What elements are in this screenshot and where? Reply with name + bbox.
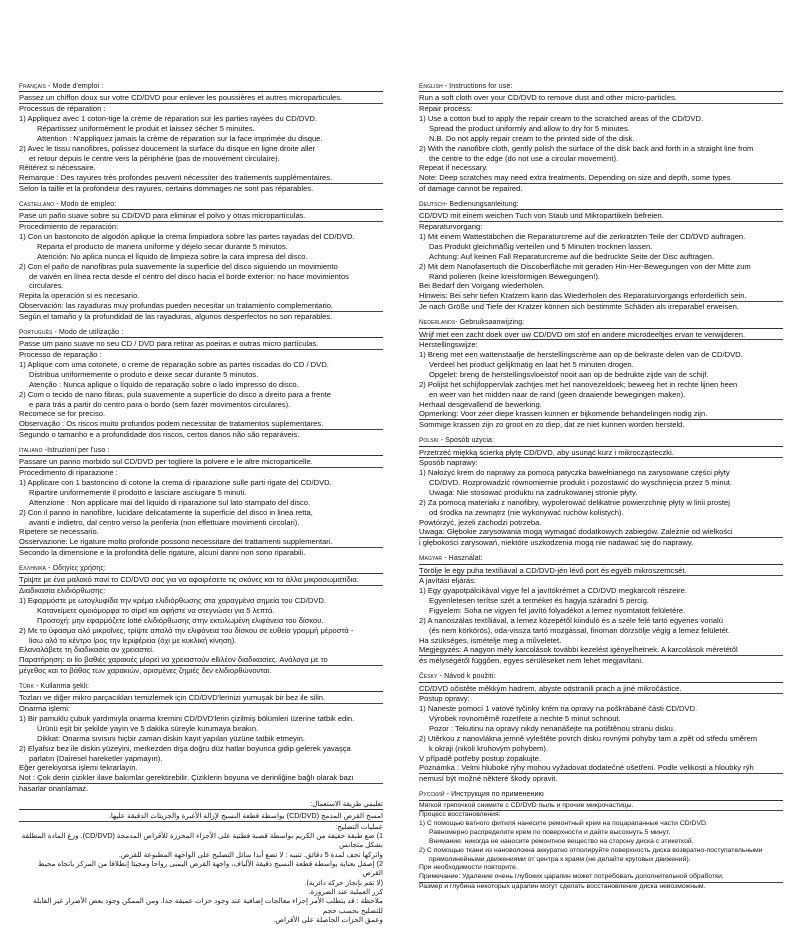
text-line: 2) Με το ύφασμα αλό μικροΐνες, τρίψτε απαλά την ελιφάνεια του δίσκου σε ευθεία γραμμή μέροστά - [19, 625, 354, 635]
language-label: Italiano [19, 446, 43, 454]
text-line: Примечание: Удаление очень глубоких царапин может потребовать дополнительной обработки. [419, 873, 783, 883]
text-line: Figyelem: Soha ne vigyen fel javító folyadékot a lemez nyomtatott felületére. [429, 606, 686, 615]
text-line: lίσω αλό το κέντρο lρος την lεριφέρεια (όχι με κυκλική κίνηση). [29, 635, 237, 645]
text-line: Uwaga: Nie stosować produktu na zadrukowanej stronie płyty. [429, 487, 638, 497]
text-line: (és nem körkörös), oda-vissza tartó mozgással, finoman dörzsölje végig a lemez felületét. [429, 625, 730, 635]
text-line: 2) Con il panno in nanofibre, lucidare delicatamente la superficie del disco in linea retta, [19, 507, 313, 517]
text-line: Reparaturvorgang: [419, 222, 483, 232]
language-label: Deutsch [419, 201, 445, 209]
section-title: تعليمي طريقة الاستعمال: [310, 801, 383, 809]
text-line: При необходимости повторите. [419, 864, 518, 872]
section-tr [19, 682, 383, 794]
section-de [419, 200, 783, 312]
text-line: Procedimento di riparazione : [19, 468, 118, 478]
text-line: 2) Elyafsız bez ile diskin yüzeyini, merkezden dışa doğru düz hatlar boyunca gidip gelerek yavaşça [19, 743, 351, 753]
text-line: 2) Avec le tissu nanofibres, polissez doucement la surface du disque en ligne droite aller [19, 143, 316, 153]
text-line: Opgelet: breng de herstellingsvloeistof nooit aan op de bedrukte zijde van de schijf. [429, 369, 709, 379]
section-title: - Modo de empleo: [54, 201, 117, 209]
text-line: Ελαναλάβετε τη διαδικασία αν χρειαστεί. [19, 645, 155, 655]
text-line: Verdeel het product gelijkmatig en laat het 5 minuten drogen. [429, 360, 634, 370]
text-line: Atención: No aplica nunca el líquido de limpieza sobre la cara impresa del disco. [37, 251, 308, 261]
section-heading [19, 328, 383, 338]
text-line: Törölje le egy puha textíliával a CD/DVD-jén lévő port és egyéb mikroszemcsét. [419, 566, 783, 577]
section-title: - Gebruiksaanwijzing: [455, 319, 525, 327]
text-line: Ha szükséges, ismételje meg a műveletet. [419, 635, 562, 645]
text-line: Remarque : Des rayures très profondes peuvent nécessiter des traitements supplémentaires. [19, 173, 383, 184]
text-line: Distribua uniformemente o produto e deixe secar durante 5 minutos. [29, 369, 259, 379]
section-nl [419, 318, 783, 430]
text-line: circulares. [29, 281, 64, 291]
text-line: hasarlar onarılamaz. [19, 784, 89, 794]
section-heading [19, 446, 383, 456]
text-line: عمليات التصليح: [335, 821, 383, 831]
text-line: Herhaal desgevallend de bewerking. [419, 399, 542, 409]
section-pt [19, 328, 383, 440]
text-line: 2) Polijst het schijfoppervlak zachtjes met het nanovezeldoek; beweeg het in rechte lijnen heen [419, 379, 738, 389]
text-line: CD/DVD mit einem weichen Tuch von Staub und Mikropartikeln befreien. [419, 211, 783, 222]
text-line: Ripetere se necessario. [19, 527, 99, 537]
text-line: واتركها تجف لمدة 5 دقائق. تنبيه : لا تضع أبدا سائل التصليح على الواجهة المطبوعة للقرص. [118, 849, 383, 859]
text-line: V případě potřeby postup zopakujte. [419, 753, 542, 763]
text-line: Note: Deep scratches may need extra treatments. Depending on size and depth, some types [419, 173, 783, 184]
language-label: Nederlands [419, 319, 456, 327]
text-line: Παρατήρηση: οι lίο βαθιές χαρακιές μlορεί να χρειαστούν ellιλέον διαδικασίες. Ανάλογα με το [19, 655, 383, 666]
text-line: 1) Applicare con 1 bastoncino di cotone la crema di riparazione sulle parti rigate del CD/DVD. [19, 478, 332, 488]
text-line: Processus de réparation : [19, 104, 106, 114]
text-line: Διαδικασία ελιδιόρθωσης: [19, 586, 106, 596]
text-line: Attention : N'appliquez jamais la crème de réparation sur la face imprimée du disque. [37, 133, 323, 143]
section-title: - Návod k použití: [437, 673, 496, 681]
section-heading [419, 672, 783, 682]
text-line: Segundo o tamanho e a profundidade dos riscos, certos danos não são reparáveis. [19, 430, 300, 440]
text-line: Мягкой тряпочкой снимите с CD/DVD пыль и прочие микрочастицы. [419, 802, 783, 812]
text-line: 1) Naneste pomocí 1 vatové tyčinky krém na opravy na poškrábané části CD/DVD. [419, 704, 698, 714]
text-line: Dikkat: Onarma sıvısını hiçbir zaman diskin kayıt yapılan yüzüne tatbik etmeyin. [37, 733, 306, 743]
section-heading [419, 82, 783, 92]
text-line: Sposób naprawy: [419, 458, 478, 468]
section-title: - Modo de utilização : [52, 328, 124, 336]
language-label: Türk [19, 683, 34, 691]
text-line: Passe um pano suave no seu CD / DVD para retirar as poeiras e outras micro partículas. [19, 339, 383, 350]
language-label: Polski [419, 437, 439, 445]
text-line: of damage cannot be repaired. [419, 184, 523, 194]
text-line: 2) Con el paño de nanofibras pula suavemente la superficie del disco siguiendo un movimiento [19, 261, 338, 271]
section-cs [419, 672, 783, 784]
text-line: Ürünü eşit bir şekilde yayın ve 5 dakika süreyle kurumaya bırakın. [37, 724, 259, 734]
section-title: - Kullanma şekli: [33, 683, 90, 691]
text-line: et retour depuis le centre vers la périphérie (pas de mouvement circulaire). [29, 153, 280, 163]
text-line: прямолинейными движениями от центра к краям (не делайте круговых движений). [429, 855, 691, 863]
text-line: امسح القرص المدمج (CD/DVD) بواسطة قطعة النسيج لإزالة الأغبرة والجزيئات الدقيقة عليها. [19, 811, 383, 821]
text-line: Repita la operación si es necesario. [19, 291, 140, 301]
text-line: CD/DVD. Rozprowadzić równomiernie produkt i pozostawić do wyschnięcia przez 5 minut. [429, 478, 733, 488]
text-line: Reparta el producto de manera uniforme y déjelo secar durante 5 minutos. [37, 242, 288, 252]
section-title: - Instructions for use: [442, 83, 513, 90]
text-line: 1) Breng met een wattenstaafje de herstellingscrème aan op de bekraste delen van de CD/DVD. [419, 350, 743, 360]
text-line: 1) Nałożyć krem do naprawy za pomocą patyczka bawełnianego na zarysowane części płyty [419, 468, 730, 478]
text-line: Onarma işlemi: [19, 704, 71, 714]
text-line: avanti e indietro, dal centro verso la periferia (non effettuare movimenti circolari). [29, 517, 300, 527]
section-title: - Sposób użycia: [438, 437, 495, 445]
section-heading [419, 436, 783, 446]
text-line: parlatın (Dairesel hareketler yapmayın). [29, 753, 163, 763]
section-title: - Инструкция по применению [444, 791, 544, 799]
section-heading [19, 564, 383, 574]
text-line: Megjegyzés: A nagyon mély karcolások további kezelést igényelhetnek. A karcolások méretétől [419, 645, 783, 656]
text-line: 1) Egy gyapotpálcikával vigye fel a javítókrémet a CD/DVD megkarcolt részeire. [419, 586, 687, 596]
language-label: Česky [419, 673, 438, 681]
language-label: Français [19, 83, 46, 90]
text-line: Rand polieren (keine kreisförmigen Bewegungen!). [429, 271, 600, 281]
text-line: 2) Utěrkou z nanovlákna jemně vyleštěte povrch disku rovnými pohyby tam a zpět od středu směrem [419, 733, 758, 743]
text-line: Not : Çok derin çizikler ilave bakımlar gerektirebilir. Çiziklerin boyuna ve derinliğine bağlı olarak bazı [19, 773, 383, 784]
text-line: CD/DVD očistěte měkkým hadrem, abyste odstranili prach a jiné mikročástice. [419, 684, 783, 695]
text-line: és mélységétől függően, egyes sérüléseket nem lehet megjavítani. [419, 656, 644, 666]
section-en [419, 82, 783, 194]
text-line: Observación: las rayaduras muy profundas pueden necesitar un tratamiento complementario. [19, 301, 383, 312]
text-line: 2) Com o tecido de nano fibras, pula suavemente a superfície do disco a direito para a frente [19, 389, 331, 399]
section-heading [19, 682, 383, 692]
section-heading [419, 554, 783, 564]
section-it [19, 446, 383, 558]
text-line: Κατανείμετε ομοιόμορφα το σίρεϊ και αφήστε να στεγνώσει για 5 λεπτά. [37, 606, 275, 615]
text-line: Внимание: никогда не наносите ремонтное вещество на сторону диска с этикеткой. [429, 837, 694, 845]
section-title: - Bedienungsanleitung: [444, 201, 519, 209]
section-heading [19, 82, 383, 92]
text-line: 1) С помощью ватного фитиля нанесите ремонтный крем на поцарапанные части CD/DVD. [419, 820, 708, 828]
section-hu [419, 554, 783, 666]
section-es [19, 200, 383, 322]
section-title: - Mode d'emploi : [46, 83, 104, 90]
text-line: Poznámka : Velmi hluboké rýhy mohou vyžadovat dodatečné ošetření. Podle velikosti a hloubky rýh [419, 763, 783, 774]
language-label: Magyar [419, 555, 443, 563]
text-line: وعمق الحزات الحاصلة على الأقراص. [273, 915, 383, 925]
text-line: Τρίψτε με ένα μαλακό πανί το CD/DVD σας για να αφαιρέσετε τις σκόνες και τα άλλα μικροσωματίδια. [19, 575, 383, 586]
text-line: Hinweis: Bei sehr tiefen Kratzern kann das Wiederholen des Reparaturvorgangs erforderlich sein. [419, 291, 783, 302]
text-line: 1) Use a cotton bud to apply the repair cream to the scratched areas of the CD/DVD. [419, 114, 704, 124]
text-line: nemusí být možné některé škody opravit. [419, 774, 558, 784]
section-ru [419, 790, 783, 892]
text-line: Passare un panno morbido sul CD/DVD per togliere la polvere e le altre microparticelle. [19, 457, 383, 468]
text-line: Observação : Os riscos muito profundos podem necessitar de tratamentos suplementares. [19, 419, 383, 430]
text-line: Recomece se for preciso. [19, 409, 106, 419]
text-line: 2) С помощью ткани из нановолокна аккуратно отполируйте поверхность диска возвратно-поступательными [419, 846, 763, 854]
text-line: Processo de reparação : [19, 350, 102, 360]
text-line: od środka na zewnątrz (nie wykonywać ruchów kolistych). [429, 507, 624, 517]
language-label: Ελληνικά [19, 564, 47, 572]
text-line: Uwaga: Głębokie zarysowania mogą wymagać dodatkowych zabiegów. Zależnie od wielkości [419, 527, 783, 538]
language-label: Português [19, 328, 53, 336]
text-line: Процесс восстановления: [419, 811, 501, 819]
section-heading [19, 800, 383, 810]
text-line: e para trás a partir do centro para o bordo (sem fazer movimentos circulares). [29, 399, 291, 409]
text-line: A javítási eljárás: [419, 576, 476, 586]
section-heading [419, 200, 783, 210]
text-line: Opmerking: Voor zeer diepe krassen kunnen er bijkomende behandelingen nodig zijn. [419, 409, 783, 420]
text-line: Ripartire uniformemente il prodotto e lasciare asciugare 5 minuti. [29, 487, 247, 497]
section-fr [19, 82, 383, 194]
text-line: Passez un chiffon doux sur votre CD/DVD pour enlever les poussières et autres microparticules. [19, 93, 383, 104]
text-line: Attenzione : Non applicare mai del liquido di riparazione sul lato stampato del disco. [29, 497, 311, 507]
text-line: N.B. Do not apply repair cream to the printed side of the disk. [429, 133, 635, 143]
text-line: i głębokości zarysowań, niektóre uszkodzenia mogą nie nadawać się do naprawy. [419, 538, 694, 548]
text-line: 1) Mit einem Wattestäbchen die Reparaturcreme auf die zerkratzten Teile der CD/DVD auftragen. [419, 232, 746, 242]
section-heading [419, 790, 783, 800]
text-line: Размер и глубина некоторых царапин могут сделать восстановление диска невозможным. [419, 883, 706, 891]
language-label: English [419, 83, 443, 90]
text-line: Výrobek rovnoměrně rozetřete a nechte 5 minut schnout. [429, 714, 621, 724]
text-line: en weer van het midden naar de rand (geen draaiende bewegingen maken). [429, 389, 686, 399]
text-line: 2) Za pomocą materiału z nanofibry, wypolerować delikatnie powierzchnię płyty w linii prostej [419, 497, 730, 507]
text-line: Pase un paño suave sobre su CD/DVD para eliminar el polvo y otras micropartículas. [19, 211, 383, 222]
text-line: Равномерно распределите крем по поверхности и дайте высохнуть 5 минут. [429, 829, 671, 837]
text-line: the centre to the edge (do not use a circular movement). [429, 153, 619, 163]
text-line: Répartissez uniformément le produit et laissez sécher 5 minutes. [37, 124, 255, 134]
text-line: Egyenletesen terítse szét a terméket és hagyja száradni 5 percig. [429, 596, 649, 606]
text-line: 1) Aplique com uma cotonete, o creme de reparação sobre as partes riscadas do CD / DVD. [19, 360, 329, 370]
text-line: 2) Mit dem Nanofasertuch die Discoberfläche mit geraden Hin-Her-Bewegungen von der Mitte zum [419, 261, 751, 271]
text-line: Repeat if necessary. [419, 163, 488, 173]
text-line: Herstellingswijze: [419, 340, 478, 350]
text-line: 1) ضع طبقة خفيفة من الكريم بواسطة قصبة قطنية على الأجزاء المخززة للأقراص المدمجة (CD/DVD). وزع المادة المطلقة بشكل متجانس [21, 830, 383, 850]
text-line: Przetrzeć miękką ścierką płytę CD/DVD, aby usunąć kurz i mikrocząsteczki. [419, 448, 783, 459]
text-line: Selon la taille et la profondeur des rayures, certains dommages ne sont pas réparables. [19, 184, 314, 194]
text-line: Achtung: Auf keinen Fall Reparaturcreme auf die bedruckte Seite der Disc auftragen. [429, 251, 714, 261]
text-line: Procedimiento de reparación: [19, 222, 119, 232]
section-heading [19, 200, 383, 210]
text-line: 1) Εφαρμόστε με ωτογλυφίδα την κρέμα ελιδιόρθωσης στα χαραγμένα σημεία του CD/DVD. [19, 596, 326, 606]
section-title: - Használat: [442, 555, 483, 563]
language-label: Castellano [19, 201, 55, 209]
text-line: Secondo la dimensione e la profondità delle rigature, alcuni danni non sono riparabili. [19, 548, 306, 558]
text-line: 1) Bir pamuklu çubuk yardımıyla onarma kremini CD/DVD'lerin çizilmiş bölümleri üzerine tatbik edin. [19, 714, 355, 724]
section-pl [419, 436, 783, 548]
text-line: 2) A nanoszálas textíliával, a lemez közepétől kiinduló és a széle felé tartó egyenes vonalú [419, 615, 723, 625]
section-title: - Οδηγίες χρήσης: [46, 564, 106, 572]
text-line: Repair process: [419, 104, 473, 114]
left-column [19, 82, 383, 930]
text-line: Atenção : Nunca aplique o líquido de reparação sobre o lado impresso do disco. [29, 379, 299, 389]
text-line: Bei Bedarf den Vorgang wiederholen. [419, 281, 545, 291]
text-line: Réitérez si nécessaire. [19, 163, 96, 173]
section-el [19, 564, 383, 676]
section-ar [19, 800, 383, 924]
text-line: Je nach Größe und Tiefe der Kratzer können sich bestimmte Schäden als irreparabel erweisen. [419, 302, 739, 312]
text-line: Postup opravy: [419, 694, 470, 704]
text-line: Spread the product uniformly and allow to dry for 5 minutes. [429, 124, 630, 134]
text-line: 2) إصقل بعناية بواسطة قطعة النسيج دقيقة الألياف، واجهة القرص اليمنى رواحا ومجيئا إنطلاقا من المركز باتجاه محيط القرص [38, 858, 383, 878]
text-line: Run a soft cloth over your CD/DVD to remove dust and other micro-particles. [419, 93, 783, 104]
text-line: de vaivén en línea recta desde el centro del disco hacia el borde exterior: no hace movimientos [29, 271, 349, 281]
text-line: ملاحظة : قد يتطلب الأمر إجراء معالجات إضافية عند وجود حزات عميقة جدا. ومن الممكن وجود بعض الأضرار غير القابلة للتصليح بحسب حجم [33, 896, 383, 915]
section-heading [419, 318, 783, 328]
text-line: 2) With the nanofibre cloth, gently polish the surface of the disk back and forth in a straight line from [419, 143, 754, 153]
text-line: k okraji (nikoli kruhovým pohybem). [429, 743, 549, 753]
text-line: Eğer gerekiyorsa işlemi tekrarlayın. [19, 763, 138, 773]
text-line: μέγεθος και το βάθος των χαρακιών, ορισμένες ζημιές δεν ελιδιορθώνονται. [19, 666, 272, 676]
text-line: 1) Appliquez avec 1 coton-tige la crème de réparation sur les parties rayées du CD/DVD. [19, 114, 317, 124]
right-column [419, 82, 783, 898]
text-line: Según el tamaño y la profundidad de las rayaduras, algunos desperfectos no son reparables. [19, 312, 333, 322]
language-label: Русский [419, 791, 445, 799]
text-line: Tozları ve diğer mikro parçacıkları temizlemek için CD/DVD'lerinizi yumuşak bir bez ile silin. [19, 693, 383, 704]
text-line: Pozor : Tekutinu na opravy nikdy nenanášejte na potištěnou stranu disku. [429, 724, 675, 734]
text-line: (لا تقم بإنجاز حركة دائرية). [304, 877, 383, 887]
text-line: Osservazione: Le rigature molto profonde possono necessitare dei trattamenti supplementari. [19, 537, 383, 548]
text-line: كرر العملية عند الضرورة. [308, 887, 383, 897]
text-line: Προσοχή: μην εφαρμόζετε lotté ελιδιόρθωσης στην εκτυλωμένη ελιφάνεια του δίσκου. [37, 615, 324, 625]
text-line: Wrijf met een zacht doek over uw CD/DVD om stof en andere microdeeltjes ervan te verwijderen. [419, 330, 783, 341]
section-title: -Istruzioni per l'uso : [42, 446, 110, 454]
text-line: Das Produkt gleichmäßig verteilen und 5 Minuten trocknen lassen. [429, 242, 653, 252]
text-line: Sommige krassen zijn zo groot en zo diep, dat ze niet kunnen worden hersteld. [419, 420, 685, 430]
text-line: 1) Con un bastoncito de algodón aplique la crema limpiadora sobre las partes rayadas del CD/DVD. [19, 232, 355, 242]
text-line: Powtórzyć, jeżeli zachodzi potrzeba. [419, 517, 542, 527]
